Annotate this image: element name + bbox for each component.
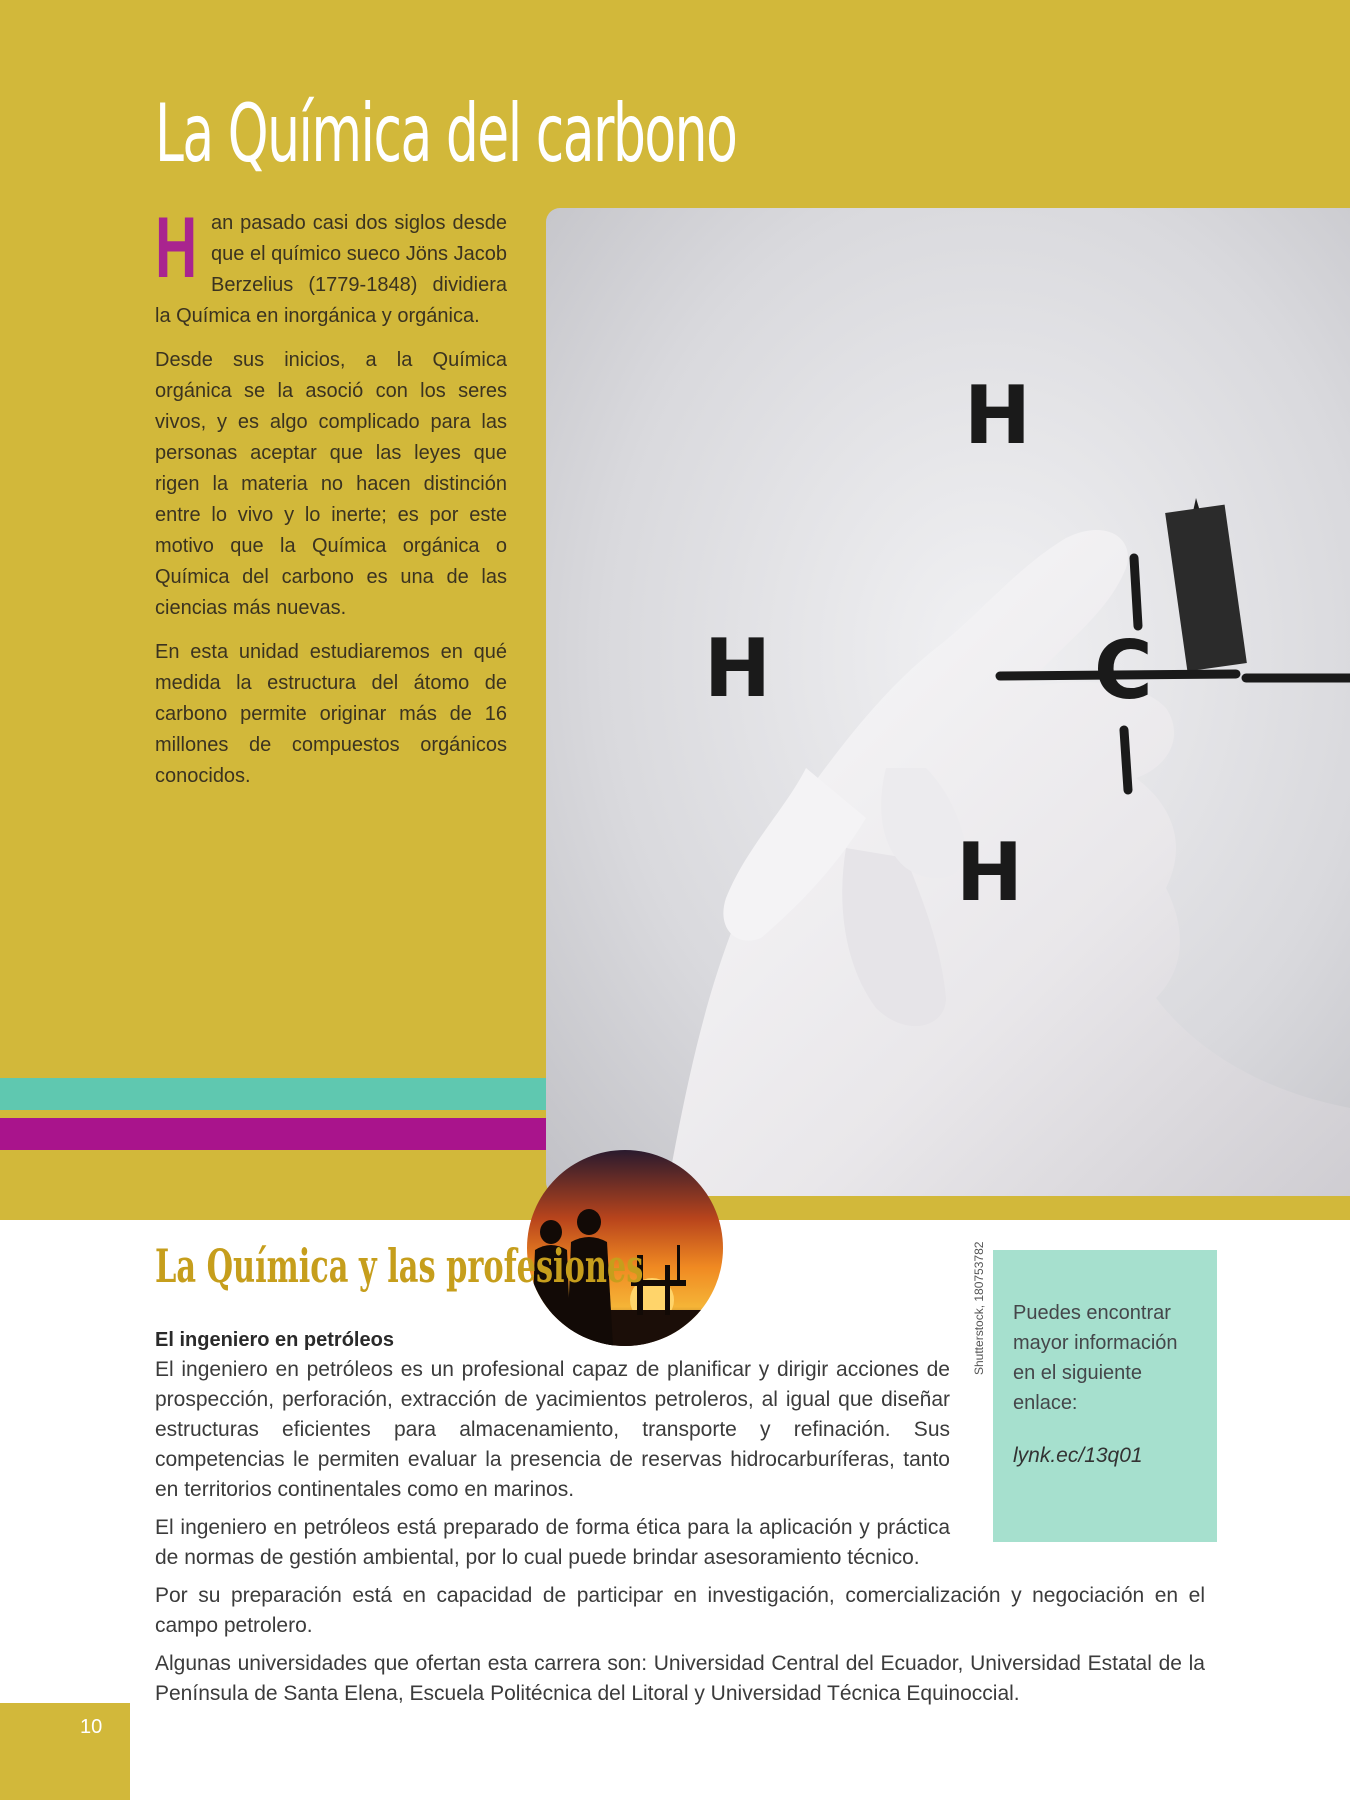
photo-credit: Shutterstock, 180753782 xyxy=(972,1241,986,1375)
gloved-hand-illustration xyxy=(546,208,1350,1196)
drop-cap: H xyxy=(155,200,198,296)
page-number: 10 xyxy=(80,1716,103,1738)
section-paragraph-1: El ingeniero en petróleos es un profesional capaz de planificar y dirigir acciones de prospección, perforación, extracción de yacimientos petroleros, al igual que diseñar estructuras eficientes para almacenamiento, transporte y refinación. Sus competencias le permiten evaluar la presencia de reservas hidrocarburíferas, tanto en territorios continentales como en marinos. xyxy=(155,1358,950,1501)
formula-h-bottom: H xyxy=(956,826,1023,919)
section-paragraph-3: Por su preparación está en capacidad de participar en investigación, comercialización y negociación en el campo petrolero. xyxy=(155,1584,1205,1637)
info-box-link[interactable]: lynk.ec/13q01 xyxy=(1013,1444,1143,1467)
section-paragraph-4: Algunas universidades que ofertan esta carrera son: Universidad Central del Ecuador, Universidad Estatal de la Península de Santa Elena, Escuela Politécnica del Litoral y Universidad Técnica Equinoccial. xyxy=(155,1652,1205,1705)
section-paragraph-2: El ingeniero en petróleos está preparado de forma ética para la aplicación y práctica de normas de gestión ambiental, por lo cual puede brindar asesoramiento técnico. xyxy=(155,1516,950,1569)
page-number-box xyxy=(0,1703,130,1800)
info-box-text: Puedes encontrar mayor información en el siguiente enlace: xyxy=(1013,1302,1178,1414)
section-body xyxy=(155,1325,1205,1717)
formula-h-top: H xyxy=(964,369,1031,462)
formula-h-left: H xyxy=(704,622,771,715)
intro-text xyxy=(155,200,507,805)
intro-paragraph-1-text: an pasado casi dos siglos desde que el químico sueco Jöns Jacob Berzelius (1779-1848) dividiera la Química en inorgánica y orgánica. xyxy=(155,212,507,327)
magenta-stripe xyxy=(0,1118,546,1150)
intro-paragraph-1 xyxy=(155,200,507,332)
intro-paragraph-3: En esta unidad estudiaremos en qué medida la estructura del átomo de carbono permite originar más de 16 millones de compuestos orgánicos conocidos. xyxy=(155,641,507,787)
section-title: La Química y las profesiones xyxy=(155,1239,644,1293)
section-subhead: El ingeniero en petróleos xyxy=(155,1329,394,1351)
gloved-hand-methane-photo xyxy=(546,208,1350,1196)
formula-c: C xyxy=(1094,624,1153,717)
page-title: La Química del carbono xyxy=(155,87,737,180)
intro-paragraph-2: Desde sus inicios, a la Química orgánica se la asoció con los seres vivos, y es algo complicado para las personas aceptar que las leyes que rigen la materia no hacen distinción entre lo vivo y lo inerte; es por este motivo que la Química orgánica o Química del carbono es una de las ciencias más nuevas. xyxy=(155,349,507,619)
teal-stripe xyxy=(0,1078,546,1110)
